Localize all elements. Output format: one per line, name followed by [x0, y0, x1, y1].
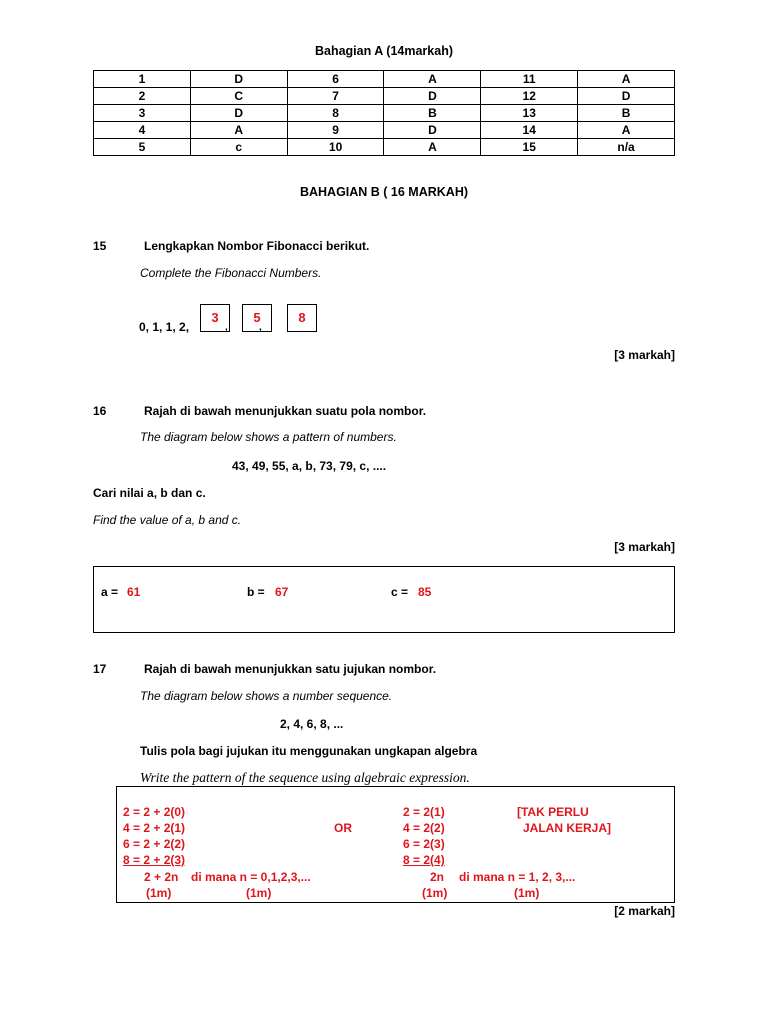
question-number-cell: 12	[481, 88, 578, 105]
answer-cell: D	[190, 71, 287, 88]
q17-left-line-3: 6 = 2 + 2(2)	[123, 837, 186, 851]
q17-instr-ms: Tulis pola bagi jujukan itu menggunakan ungkapan algebra	[140, 744, 478, 758]
answer-table-row	[94, 139, 675, 156]
q17-text-ms: Rajah di bawah menunjukkan satu jujukan nombor.	[144, 662, 437, 676]
q17-answer-box	[116, 786, 675, 903]
question-number-cell: 11	[481, 71, 578, 88]
q15-text-en: Complete the Fibonacci Numbers.	[140, 266, 322, 280]
question-number-cell: 7	[287, 88, 384, 105]
question-number-cell: 10	[287, 139, 384, 156]
q16-find-ms: Cari nilai a, b dan c.	[93, 486, 206, 500]
q17-left-line-2: 4 = 2 + 2(1)	[123, 821, 186, 835]
q15-marks: [3 markah]	[614, 348, 675, 362]
q16-b-value: 67	[275, 585, 289, 599]
part-a-title: Bahagian A (14markah)	[314, 44, 453, 58]
q17-note-line-2: JALAN KERJA]	[523, 821, 612, 835]
answer-cell: n/a	[578, 139, 675, 156]
q15-comma-2: ,	[259, 322, 262, 333]
q17-left-where: di mana n = 0,1,2,3,...	[191, 870, 311, 884]
answer-cell: A	[578, 122, 675, 139]
q17-left-line-4: 8 = 2 + 2(3)	[123, 853, 186, 867]
q17-right-line-3: 6 = 2(3)	[403, 837, 445, 851]
q16-marks: [3 markah]	[614, 540, 675, 554]
question-number-cell: 1	[94, 71, 191, 88]
answer-table-row	[94, 122, 675, 139]
question-number-cell: 14	[481, 122, 578, 139]
question-number-cell: 6	[287, 71, 384, 88]
q17-marks: [2 markah]	[614, 904, 675, 918]
answer-cell: A	[190, 122, 287, 139]
q17-right-formula: 2n	[430, 870, 445, 884]
q15-comma-1: ,	[225, 322, 228, 333]
q16-number: 16	[93, 404, 107, 418]
q16-a-value: 61	[127, 585, 141, 599]
q15-number: 15	[93, 239, 107, 253]
answer-cell: D	[384, 122, 481, 139]
q16-sequence: 43, 49, 55, a, b, 73, 79, c, ....	[232, 459, 387, 473]
answer-table-row	[94, 105, 675, 122]
q17-instr-en: Write the pattern of the sequence using algebraic expression.	[140, 770, 470, 785]
q17-right-where: di mana n = 1, 2, 3,...	[459, 870, 576, 884]
q17-right-line-1: 2 = 2(1)	[403, 805, 445, 819]
q15-answer-box-2: 5	[242, 304, 272, 332]
q16-c-value: 85	[418, 585, 432, 599]
q16-a-label: a =	[101, 585, 119, 599]
answer-cell: D	[384, 88, 481, 105]
q17-left-mark-1: (1m)	[146, 886, 172, 900]
answer-cell: B	[384, 105, 481, 122]
q17-left-mark-2: (1m)	[246, 886, 272, 900]
question-number-cell: 4	[94, 122, 191, 139]
question-number-cell: 3	[94, 105, 191, 122]
q17-number: 17	[93, 662, 107, 676]
q17-or-label: OR	[334, 821, 352, 835]
q16-text-en: The diagram below shows a pattern of numbers.	[140, 430, 397, 444]
q17-right-mark-1: (1m)	[422, 886, 448, 900]
answer-cell: D	[578, 88, 675, 105]
answer-cell: A	[384, 71, 481, 88]
q17-note-line-1: [TAK PERLU	[517, 805, 589, 819]
question-number-cell: 13	[481, 105, 578, 122]
q17-text-en: The diagram below shows a number sequence.	[140, 689, 393, 703]
q15-text-ms: Lengkapkan Nombor Fibonacci berikut.	[144, 239, 370, 253]
answer-cell: c	[190, 139, 287, 156]
q17-right-line-2: 4 = 2(2)	[403, 821, 445, 835]
q16-c-label: c =	[391, 585, 409, 599]
question-number-cell: 8	[287, 105, 384, 122]
question-number-cell: 9	[287, 122, 384, 139]
q17-right-mark-2: (1m)	[514, 886, 540, 900]
q16-answer-box	[93, 566, 675, 633]
q17-left-formula: 2 + 2n	[144, 870, 179, 884]
answer-cell: B	[578, 105, 675, 122]
q15-answer-box-1: 3	[200, 304, 230, 332]
answer-table-row	[94, 88, 675, 105]
answer-cell: A	[578, 71, 675, 88]
question-number-cell: 5	[94, 139, 191, 156]
q15-sequence: 0, 1, 1, 2,	[139, 320, 190, 334]
answer-cell: C	[190, 88, 287, 105]
answer-cell: D	[190, 105, 287, 122]
answer-cell: A	[384, 139, 481, 156]
answer-table-row	[94, 71, 675, 88]
q16-b-label: b =	[247, 585, 265, 599]
q17-right-line-4: 8 = 2(4)	[403, 853, 445, 867]
answer-table	[93, 70, 675, 156]
part-b-title: BAHAGIAN B ( 16 MARKAH)	[299, 185, 469, 199]
question-number-cell: 15	[481, 139, 578, 156]
q16-find-en: Find the value of a, b and c.	[93, 513, 242, 527]
q17-sequence: 2, 4, 6, 8, ...	[280, 717, 344, 731]
q15-answer-box-3: 8	[287, 304, 317, 332]
q16-text-ms: Rajah di bawah menunjukkan suatu pola nombor.	[144, 404, 427, 418]
q17-left-line-1: 2 = 2 + 2(0)	[123, 805, 186, 819]
question-number-cell: 2	[94, 88, 191, 105]
